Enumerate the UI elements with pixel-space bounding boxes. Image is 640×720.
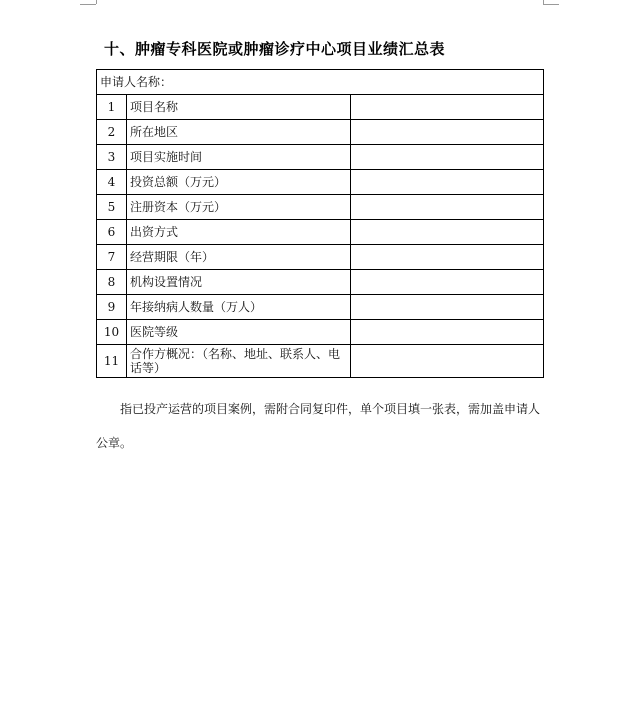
- row-value-cell[interactable]: [351, 220, 544, 245]
- margin-corner-mark: [80, 0, 96, 5]
- row-item-label: 机构设置情况: [127, 270, 351, 295]
- row-value-cell[interactable]: [351, 170, 544, 195]
- table-row: [97, 120, 544, 145]
- margin-corner-mark: [96, 0, 97, 4]
- document-title: 十、肿瘤专科医院或肿瘤诊疗中心项目业绩汇总表: [104, 40, 446, 58]
- table-row: [97, 345, 544, 378]
- row-value-cell[interactable]: [351, 320, 544, 345]
- row-item-label: 合作方概况：（名称、地址、联系人、电话等）: [127, 345, 351, 378]
- row-item-label: 项目名称: [127, 95, 351, 120]
- row-number: 9: [97, 295, 127, 320]
- row-value-cell[interactable]: [351, 345, 544, 378]
- table-row: [97, 145, 544, 170]
- table-row: [97, 270, 544, 295]
- table-footnote: 指已投产运营的项目案例，需附合同复印件，单个项目填一张表，需加盖申请人公章。: [96, 402, 541, 450]
- applicant-name-cell[interactable]: 申请人名称：: [97, 70, 544, 95]
- row-item-label: 项目实施时间: [127, 145, 351, 170]
- row-number: 3: [97, 145, 127, 170]
- row-number: 1: [97, 95, 127, 120]
- row-item-label: 年接纳病人数量（万人）: [127, 295, 351, 320]
- table-row: [97, 220, 544, 245]
- performance-summary-table: [96, 69, 544, 378]
- table-row: [97, 245, 544, 270]
- row-number: 5: [97, 195, 127, 220]
- row-item-label: 经营期限（年）: [127, 245, 351, 270]
- row-number: 6: [97, 220, 127, 245]
- table-row: [97, 195, 544, 220]
- table-row: [97, 170, 544, 195]
- margin-corner-mark: [543, 0, 544, 4]
- table-row: [97, 320, 544, 345]
- row-value-cell[interactable]: [351, 95, 544, 120]
- row-number: 2: [97, 120, 127, 145]
- row-value-cell[interactable]: [351, 195, 544, 220]
- row-value-cell[interactable]: [351, 145, 544, 170]
- row-value-cell[interactable]: [351, 295, 544, 320]
- margin-corner-mark: [543, 0, 559, 5]
- table-row: [97, 295, 544, 320]
- row-number: 4: [97, 170, 127, 195]
- row-item-label: 医院等级: [127, 320, 351, 345]
- row-number: 8: [97, 270, 127, 295]
- row-item-label: 注册资本（万元）: [127, 195, 351, 220]
- row-value-cell[interactable]: [351, 270, 544, 295]
- applicant-row: [97, 70, 544, 95]
- row-number: 11: [97, 345, 127, 378]
- row-value-cell[interactable]: [351, 120, 544, 145]
- row-item-label: 所在地区: [127, 120, 351, 145]
- row-item-label: 投资总额（万元）: [127, 170, 351, 195]
- table-row: [97, 95, 544, 120]
- row-number: 7: [97, 245, 127, 270]
- row-number: 10: [97, 320, 127, 345]
- row-item-label: 出资方式: [127, 220, 351, 245]
- row-value-cell[interactable]: [351, 245, 544, 270]
